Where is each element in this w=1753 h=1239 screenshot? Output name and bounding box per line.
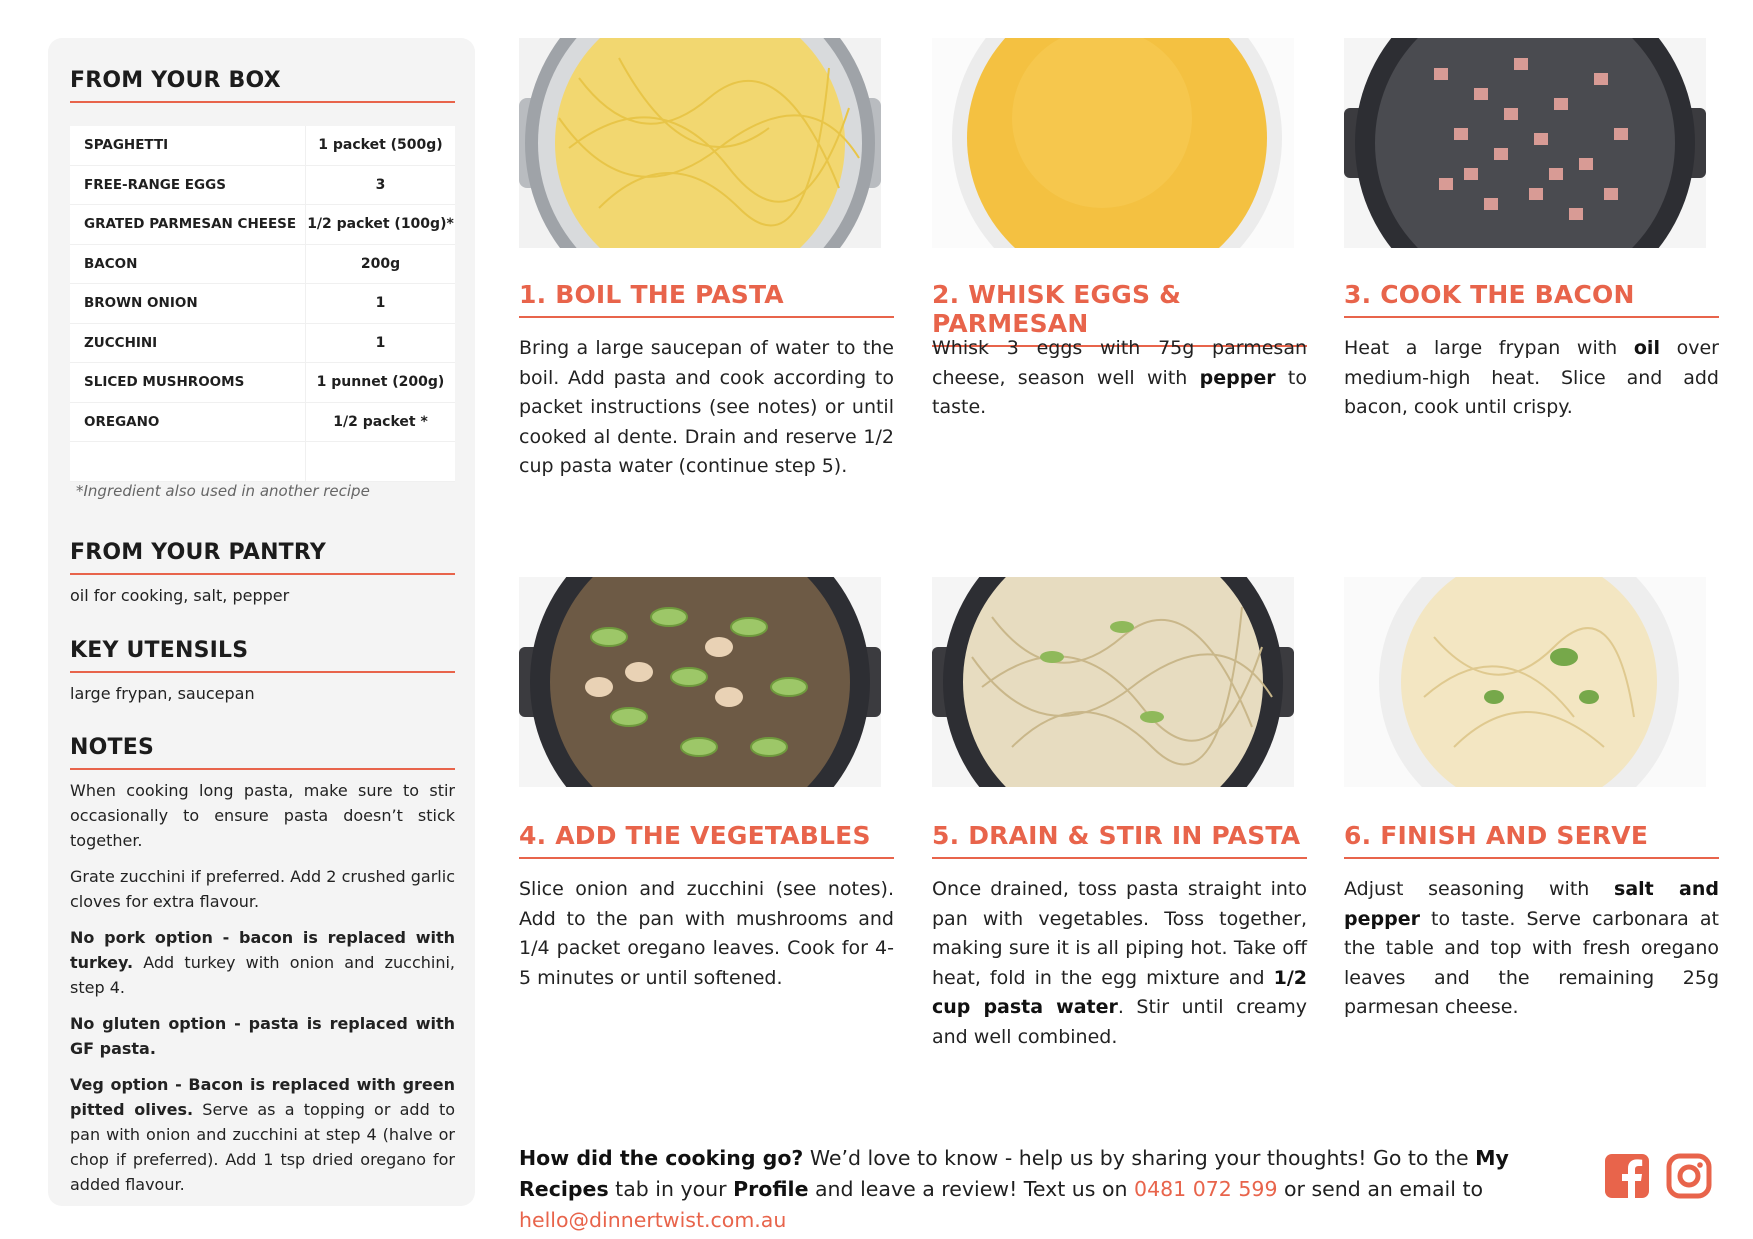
- step-6-photo: [1344, 577, 1706, 787]
- phone-link[interactable]: 0481 072 599: [1134, 1177, 1278, 1201]
- step-3-title: 3. COOK THE BACON: [1344, 280, 1719, 318]
- ingredient-qty: 1/2 packet (100g)*: [306, 205, 456, 245]
- table-row: [70, 284, 455, 324]
- step-5-text: Once drained, toss pasta straight into pan with vegetables. Toss together, making sure it is all piping hot. Take off heat, fold in the egg mixture and 1/2 cup pasta water. Stir until creamy and well combined.: [932, 878, 1308, 1048]
- table-row: [70, 323, 455, 363]
- ingredient-name: BROWN ONION: [70, 284, 306, 324]
- ingredient-name: OREGANO: [70, 402, 306, 442]
- ingredient-qty: 200g: [306, 244, 456, 284]
- step-4-text: Slice onion and zucchini (see notes). Add to the pan with mushrooms and 1/4 packet oregano leaves. Cook for 4-5 minutes or until softened.: [519, 878, 894, 989]
- note-item: Veg option - Bacon is replaced with green pitted olives. Serve as a topping or add to pan with onion and zucchini at step 4 (halve or chop if preferred). Add 1 tsp dried oregano for added flavour.: [70, 1075, 455, 1194]
- note-item: No gluten option - pasta is replaced with GF pasta.: [70, 1014, 455, 1058]
- pantry-heading: FROM YOUR PANTRY: [70, 540, 455, 575]
- feedback-footer: How did the cooking go? We’d love to know - help us by sharing your thoughts! Go to the My Recipes tab in your Profile and leave a review! Text us on 0481 072 599 or send an email to hello@dinnertwist.com.au: [519, 1146, 1509, 1232]
- step-3-text: Heat a large frypan with oil over medium-high heat. Slice and add bacon, cook until crispy.: [1344, 337, 1719, 418]
- table-row: [70, 126, 455, 165]
- ingredient-qty: 1: [306, 284, 456, 324]
- pantry-text: oil for cooking, salt, pepper: [70, 586, 290, 605]
- note-item: No pork option - bacon is replaced with turkey. Add turkey with onion and zucchini, step 4.: [70, 928, 455, 997]
- table-row-empty: [70, 442, 455, 482]
- step-1-text: Bring a large saucepan of water to the boil. Add pasta and cook according to packet instructions (see notes) or until cooked al dente. Drain and reserve 1/2 cup pasta water (continue step 5).: [519, 337, 894, 477]
- table-row: [70, 244, 455, 284]
- email-link[interactable]: hello@dinnertwist.com.au: [519, 1208, 787, 1232]
- ingredient-qty: 3: [306, 165, 456, 205]
- step-6-text: Adjust seasoning with salt and pepper to taste. Serve carbonara at the table and top with fresh oregano leaves and the remaining 25g parmesan cheese.: [1344, 878, 1719, 1018]
- step-4-photo: [519, 577, 881, 787]
- ingredient-name: GRATED PARMESAN CHEESE: [70, 205, 306, 245]
- step-2-text: Whisk 3 eggs with 75g parmesan cheese, season well with pepper to taste.: [932, 337, 1307, 418]
- notes-heading: NOTES: [70, 735, 455, 770]
- step-5-photo: [932, 577, 1294, 787]
- table-row: [70, 402, 455, 442]
- feedback-question: How did the cooking go?: [519, 1146, 804, 1170]
- ingredient-qty: 1: [306, 323, 456, 363]
- ingredient-name: BACON: [70, 244, 306, 284]
- step-6-title: 6. FINISH AND SERVE: [1344, 821, 1719, 859]
- ingredient-name: ZUCCHINI: [70, 323, 306, 363]
- step-2-photo: [932, 38, 1294, 248]
- note-item: Grate zucchini if preferred. Add 2 crushed garlic cloves for extra flavour.: [70, 867, 455, 911]
- ingredient-name: SLICED MUSHROOMS: [70, 363, 306, 403]
- step-4-title: 4. ADD THE VEGETABLES: [519, 821, 894, 859]
- notes-list: [70, 778, 455, 1208]
- step-5-title: 5. DRAIN & STIR IN PASTA: [932, 821, 1307, 859]
- ingredient-footnote: *Ingredient also used in another recipe: [76, 482, 370, 500]
- step-2-title: 2. WHISK EGGS & PARMESAN: [932, 280, 1307, 347]
- utensils-heading: KEY UTENSILS: [70, 638, 455, 673]
- utensils-text: large frypan, saucepan: [70, 684, 255, 703]
- instagram-icon[interactable]: [1666, 1153, 1712, 1199]
- facebook-icon[interactable]: [1604, 1153, 1650, 1199]
- ingredient-qty: 1/2 packet *: [306, 402, 456, 442]
- table-row: [70, 205, 455, 245]
- ingredient-name: SPAGHETTI: [70, 126, 306, 165]
- table-row: [70, 165, 455, 205]
- box-heading: FROM YOUR BOX: [70, 68, 455, 103]
- ingredient-qty: 1 packet (500g): [306, 126, 456, 165]
- step-1-photo: [519, 38, 881, 248]
- table-row: [70, 363, 455, 403]
- note-item: When cooking long pasta, make sure to stir occasionally to ensure pasta doesn’t stick together.: [70, 781, 455, 850]
- ingredient-name: FREE-RANGE EGGS: [70, 165, 306, 205]
- step-3-photo: [1344, 38, 1706, 248]
- ingredient-qty: 1 punnet (200g): [306, 363, 456, 403]
- ingredients-table: [70, 126, 455, 482]
- step-1-title: 1. BOIL THE PASTA: [519, 280, 894, 318]
- ingredients-panel: [48, 38, 475, 1206]
